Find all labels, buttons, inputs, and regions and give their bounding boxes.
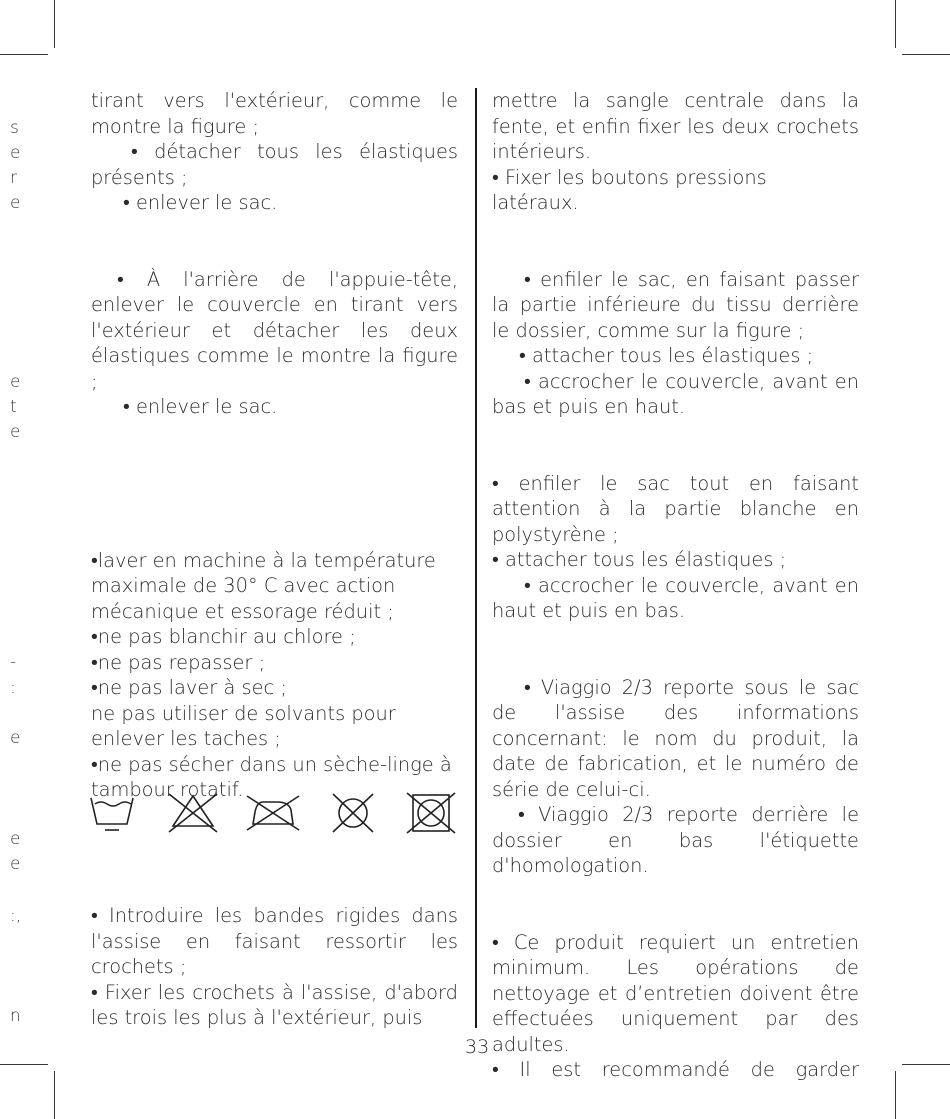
- right-column: [492, 88, 859, 1083]
- margin-fragment: e: [10, 193, 21, 213]
- paragraph: • enlever le sac.: [123, 191, 278, 214]
- paragraph: ne pas utiliser de solvants pour enlever les taches ;: [91, 701, 396, 750]
- column-divider: [475, 88, 477, 1028]
- margin-fragment: r: [10, 168, 17, 188]
- paragraph: • Ce produit requiert un entretien minimum. Les opérations de nettoyage et d’entretien doivent être effectuées uniquement par des adultes.: [492, 930, 859, 1056]
- margin-fragment: e: [10, 143, 21, 163]
- crop-mark: [54, 1071, 55, 1119]
- margin-fragment: :,: [10, 906, 22, 926]
- left-column: [91, 88, 458, 803]
- crop-mark: [895, 1071, 896, 1119]
- margin-fragment: :: [10, 678, 16, 698]
- crop-mark: [902, 54, 950, 55]
- no-bleach-icon: [165, 792, 221, 834]
- margin-fragment: t: [10, 397, 17, 417]
- paragraph: •ne pas blanchir au chlore ;: [91, 625, 356, 648]
- margin-fragment: -: [10, 652, 17, 672]
- paragraph: •ne pas sécher dans un sèche-linge à tambour rotatif.: [91, 752, 452, 801]
- paragraph: • Viaggio 2/3 reporte sous le sac de l'assise des informations concernant: le nom du produit, la date de fabrication, et le numéro de série de celui-ci.: [492, 675, 859, 801]
- paragraph: • Viaggio 2/3 reporte derrière le dossier en bas l'étiquette d'homologation.: [492, 803, 859, 877]
- crop-mark: [0, 54, 48, 55]
- paragraph: • À l'arrière de l'appuie-tête, enlever le couvercle en tirant vers l'extérieur et détacher les deux élastiques comme le montre la figure ;: [91, 267, 458, 393]
- paragraph: • enlever le sac.: [123, 395, 278, 418]
- margin-fragment: n: [10, 1006, 21, 1026]
- paragraph: • Il est recommandé de garder: [492, 1058, 859, 1081]
- paragraph: • accrocher le couvercle, avant en bas et puis en haut.: [492, 369, 859, 418]
- margin-fragment: e: [10, 728, 21, 748]
- crop-mark: [0, 1064, 48, 1065]
- paragraph: • enfiler le sac, en faisant passer la partie inférieure du tissu derrière le dossier, comme sur la figure ;: [492, 267, 859, 342]
- margin-fragment: e: [10, 372, 21, 392]
- paragraph: • Fixer les boutons pressions latéraux.: [492, 165, 767, 214]
- margin-fragment: s: [10, 118, 19, 138]
- crop-mark: [54, 0, 55, 48]
- page-number: 33: [465, 1036, 490, 1058]
- no-tumble-dry-icon: [403, 792, 459, 834]
- crop-mark: [895, 0, 896, 48]
- paragraph: • attacher tous les élastiques ;: [519, 344, 814, 367]
- no-dry-clean-icon: [325, 792, 381, 834]
- no-iron-icon: [243, 792, 303, 834]
- paragraph: •ne pas repasser ;: [91, 650, 266, 674]
- paragraph: tirant vers l'extérieur, comme le montre la figure ;: [91, 89, 458, 138]
- margin-fragment: e: [10, 854, 21, 874]
- paragraph: mettre la sangle centrale dans la fente, et enfin fixer les deux crochets intérieurs.: [492, 89, 859, 163]
- wash-30-icon: [89, 792, 135, 834]
- paragraph: • enfiler le sac tout en faisant attention à la partie blanche en polystyrène ;: [492, 471, 859, 546]
- paragraph: • Fixer les crochets à l'assise, d'abord les trois les plus à l'extérieur, puis: [91, 980, 458, 1029]
- paragraph: •laver en machine à la température maximale de 30° C avec action mécanique et essorage réduit ;: [91, 548, 436, 623]
- paragraph: • Introduire les bandes rigides dans l'assise en faisant ressortir les crochets ;: [91, 904, 458, 978]
- margin-fragment: e: [10, 829, 21, 849]
- paragraph: •ne pas laver à sec ;: [91, 676, 287, 699]
- crop-mark: [902, 1064, 950, 1065]
- paragraph: • attacher tous les élastiques ;: [492, 548, 787, 571]
- paragraph: • accrocher le couvercle, avant en haut et puis en bas.: [492, 573, 859, 622]
- left-column-bottom: [91, 903, 458, 1031]
- paragraph: • détacher tous les élastiques présents ;: [91, 140, 458, 189]
- care-symbols: [89, 792, 461, 834]
- margin-fragment: e: [10, 422, 21, 442]
